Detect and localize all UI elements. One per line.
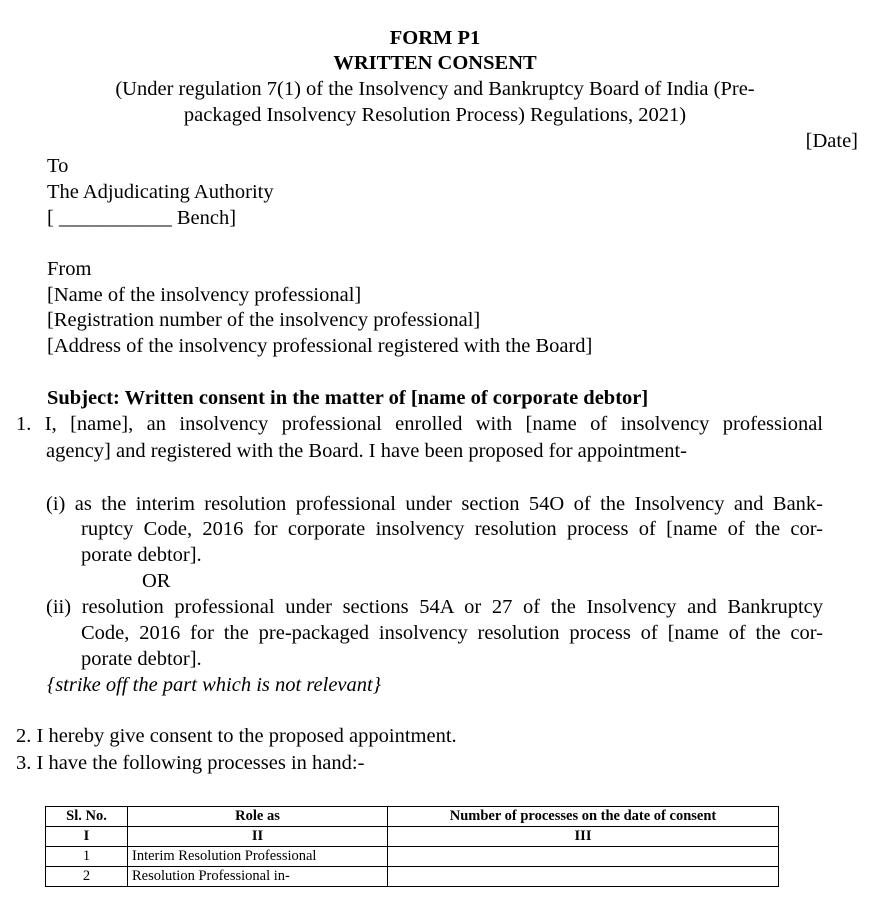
header-number-of-processes: Number of processes on the date of consent [388, 807, 779, 827]
option-i-line1: (i) as the interim resolution professional under section 54O of the Insolvency and Bank- [46, 493, 823, 515]
header-role: Role as [128, 807, 388, 827]
ip-registration: [Registration number of the insolvency professional] [47, 309, 481, 331]
strike-off-note: {strike off the part which is not relevant} [47, 674, 381, 696]
header-sl-no: Sl. No. [46, 807, 128, 827]
option-i-line2: ruptcy Code, 2016 for corporate insolvency resolution process of [name of the cor- [81, 518, 823, 540]
para1-line2: agency] and registered with the Board. I have been proposed for appointment- [46, 440, 687, 462]
row-role: Resolution Professional in- [128, 867, 388, 887]
table-row [46, 867, 779, 887]
adjudicating-authority: The Adjudicating Authority [47, 181, 274, 203]
or-separator: OR [142, 570, 171, 592]
para1-line1: 1. I, [name], an insolvency professional enrolled with [name of insolvency professional [16, 413, 823, 435]
row-sl-no: 2 [46, 867, 128, 887]
bench-line [47, 206, 236, 230]
ip-address: [Address of the insolvency professional registered with the Board] [47, 335, 593, 357]
processes-table [45, 806, 779, 887]
from-label: From [47, 258, 92, 280]
numeral-3: III [388, 827, 779, 847]
bench-open-bracket: [ [47, 207, 54, 229]
row-count [388, 847, 779, 867]
option-ii-line1: (ii) resolution professional under sections 54A or 27 of the Insolvency and Bankruptcy [46, 596, 823, 618]
table-numeral-row [46, 827, 779, 847]
option-ii-line3: porate debtor]. [81, 648, 202, 670]
para2: 2. I hereby give consent to the proposed appointment. [16, 725, 457, 747]
row-sl-no: 1 [46, 847, 128, 867]
bench-blank: ___________ [58, 207, 172, 229]
para3: 3. I have the following processes in hand:- [16, 752, 365, 774]
table-header-row [46, 807, 779, 827]
bench-close: Bench] [176, 207, 237, 229]
row-count [388, 867, 779, 887]
row-role: Interim Resolution Professional [128, 847, 388, 867]
numeral-1: I [46, 827, 128, 847]
option-ii-line2: Code, 2016 for the pre-packaged insolvency resolution process of [name of the cor- [81, 622, 823, 644]
option-i-line3: porate debtor]. [81, 544, 202, 566]
regulation-line-1: (Under regulation 7(1) of the Insolvency and Bankruptcy Board of India (Pre- [115, 78, 755, 100]
numeral-2: II [128, 827, 388, 847]
regulation-line-2: packaged Insolvency Resolution Process) Regulations, 2021) [183, 104, 687, 126]
form-title: WRITTEN CONSENT [333, 52, 537, 74]
subject-line: Subject: Written consent in the matter of [name of corporate debtor] [47, 387, 649, 409]
form-number: FORM P1 [389, 27, 481, 49]
date-placeholder: [Date] [805, 130, 858, 152]
to-label: To [47, 155, 69, 177]
ip-name: [Name of the insolvency professional] [47, 284, 362, 306]
table-row [46, 847, 779, 867]
